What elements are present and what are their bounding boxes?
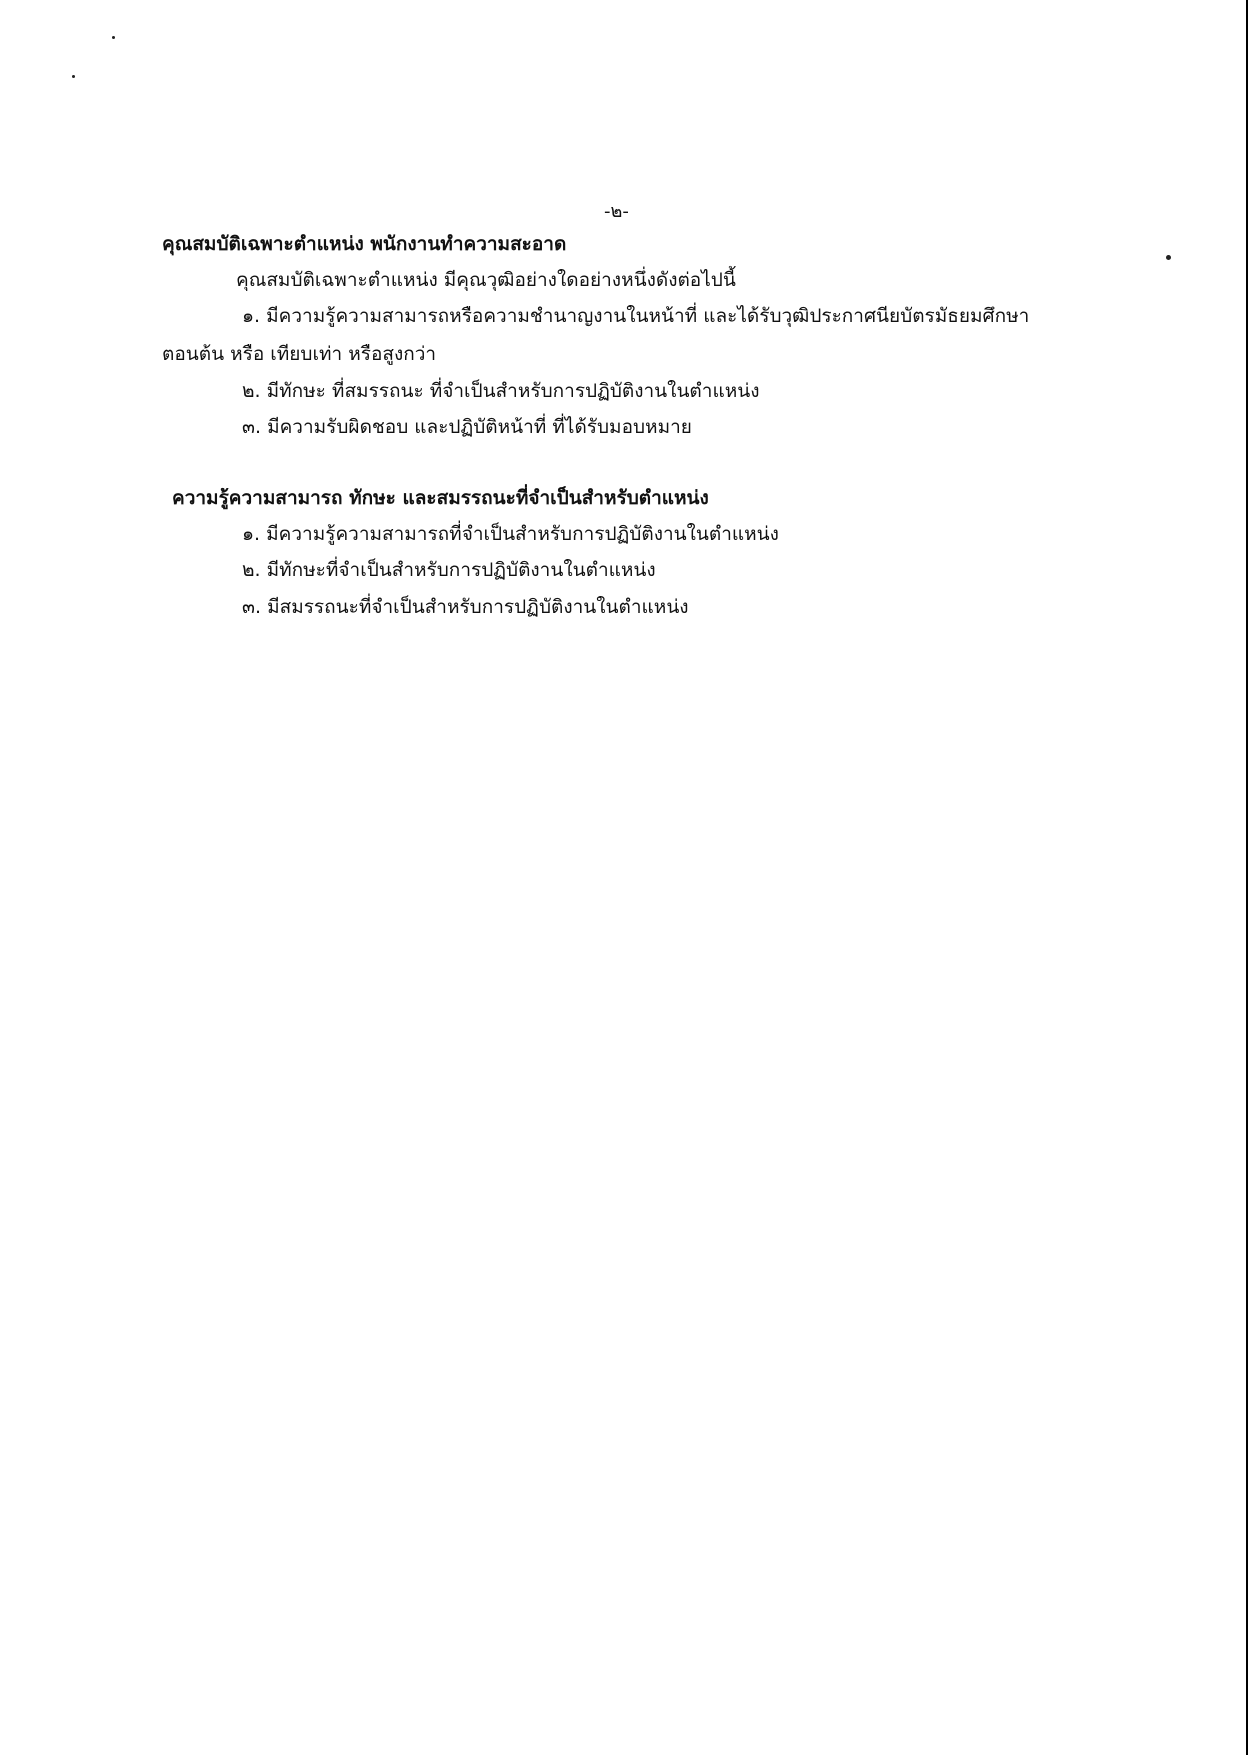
scan-speck bbox=[1166, 255, 1171, 260]
scan-speck bbox=[72, 75, 75, 78]
scan-speck bbox=[112, 36, 115, 39]
qualification-item-1-line-2: ตอนต้น หรือ เทียบเท่า หรือสูงกว่า bbox=[162, 343, 437, 365]
competency-item-2: ๒. มีทักษะที่จำเป็นสำหรับการปฏิบัติงานในตำแหน่ง bbox=[242, 559, 656, 581]
page-number: -๒- bbox=[604, 201, 629, 222]
competency-item-1: ๑. มีความรู้ความสามารถที่จำเป็นสำหรับการปฏิบัติงานในตำแหน่ง bbox=[242, 523, 779, 545]
competency-item-3: ๓. มีสมรรถนะที่จำเป็นสำหรับการปฏิบัติงานในตำแหน่ง bbox=[242, 596, 689, 618]
qualification-item-3: ๓. มีความรับผิดชอบ และปฏิบัติหน้าที่ ที่ได้รับมอบหมาย bbox=[242, 416, 692, 438]
qualifications-intro: คุณสมบัติเฉพาะตำแหน่ง มีคุณวุฒิอย่างใดอย่างหนึ่งดังต่อไปนี้ bbox=[236, 269, 736, 291]
section-heading-qualifications: คุณสมบัติเฉพาะตำแหน่ง พนักงานทำความสะอาด bbox=[162, 233, 567, 255]
qualification-item-2: ๒. มีทักษะ ที่สมรรถนะ ที่จำเป็นสำหรับการปฏิบัติงานในตำแหน่ง bbox=[242, 380, 760, 402]
qualification-item-1-line-1: ๑. มีความรู้ความสามารถหรือความชำนาญงานในหน้าที่ และได้รับวุฒิประกาศนียบัตรมัธยมศึกษา bbox=[242, 305, 1030, 327]
section-heading-competencies: ความรู้ความสามารถ ทักษะ และสมรรถนะที่จำเป็นสำหรับตำแหน่ง bbox=[172, 487, 709, 509]
